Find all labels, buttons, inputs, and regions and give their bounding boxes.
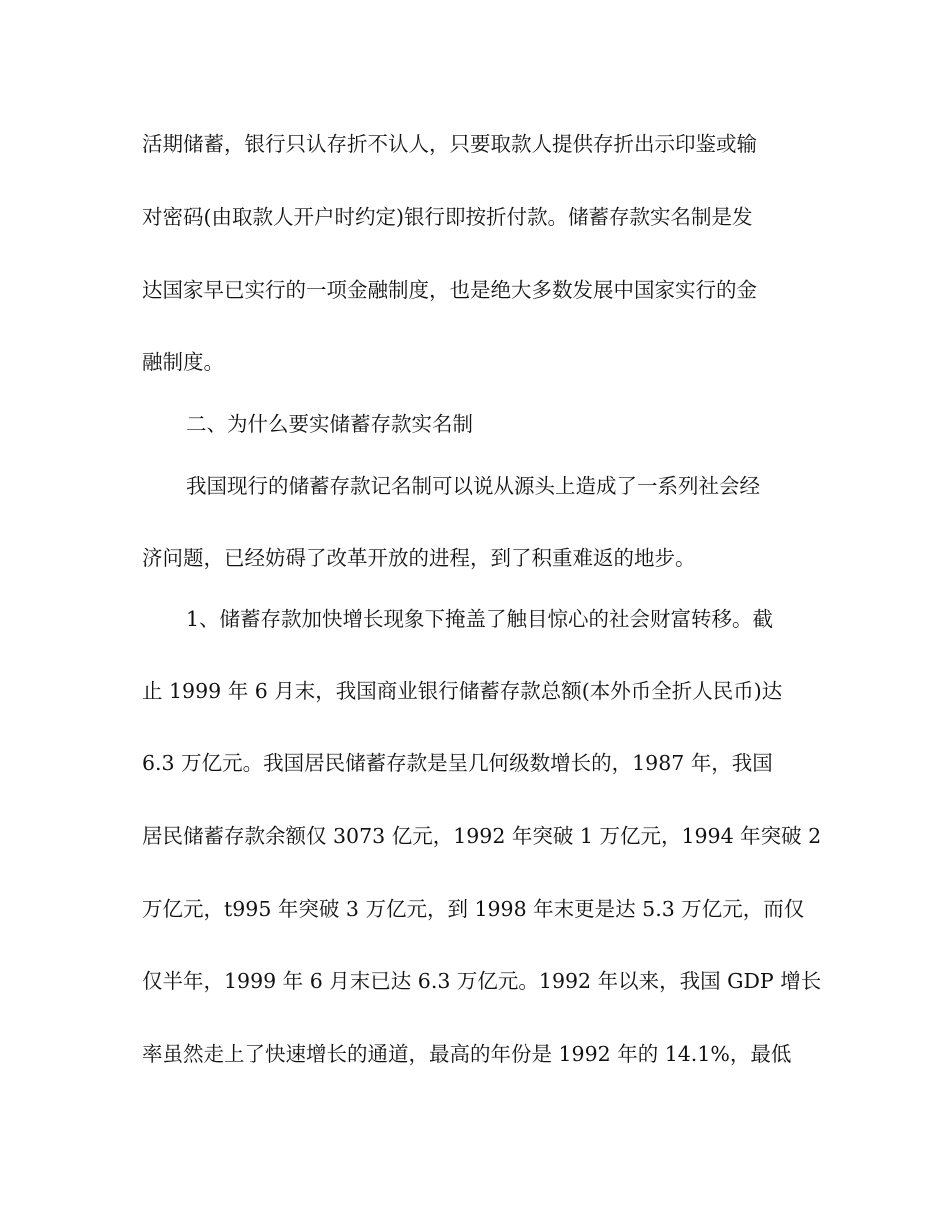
text-line: 融制度。 — [142, 350, 224, 374]
text-line: 6.3 万亿元。我国居民储蓄存款是呈几何级数增长的，1987 年，我国 — [142, 751, 773, 775]
text-line: 居民储蓄存款余额仅 3073 亿元，1992 年突破 1 万亿元，1994 年突破 2 — [142, 824, 822, 848]
paragraph-start-line: 1、储蓄存款加快增长现象下掩盖了触目惊心的社会财富转移。截 — [186, 607, 774, 631]
section-heading: 二、为什么要实储蓄存款实名制 — [186, 412, 473, 436]
text-line: 活期储蓄，银行只认存折不认人，只要取款人提供存折出示印鉴或输 — [142, 132, 757, 156]
text-line: 达国家早已实行的一项金融制度，也是绝大多数发展中国家实行的金 — [142, 278, 757, 302]
paragraph-start-line: 我国现行的储蓄存款记名制可以说从源头上造成了一系列社会经 — [186, 474, 760, 498]
text-line: 万亿元，t995 年突破 3 万亿元，到 1998 年末更是达 5.3 万亿元，而仅 — [142, 897, 805, 921]
text-line: 率虽然走上了快速增长的通道，最高的年份是 1992 年的 14.1%，最低 — [142, 1042, 792, 1066]
text-line: 仅半年，1999 年 6 月末已达 6.3 万亿元。1992 年以来，我国 GDP 增长 — [142, 969, 822, 993]
text-line: 止 1999 年 6 月末，我国商业银行储蓄存款总额(本外币全折人民币)达 — [142, 679, 783, 703]
text-line: 济问题，已经妨碍了改革开放的进程，到了积重难返的地步。 — [142, 546, 696, 570]
text-line: 对密码(由取款人开户时约定)银行即按折付款。储蓄存款实名制是发 — [142, 205, 753, 229]
